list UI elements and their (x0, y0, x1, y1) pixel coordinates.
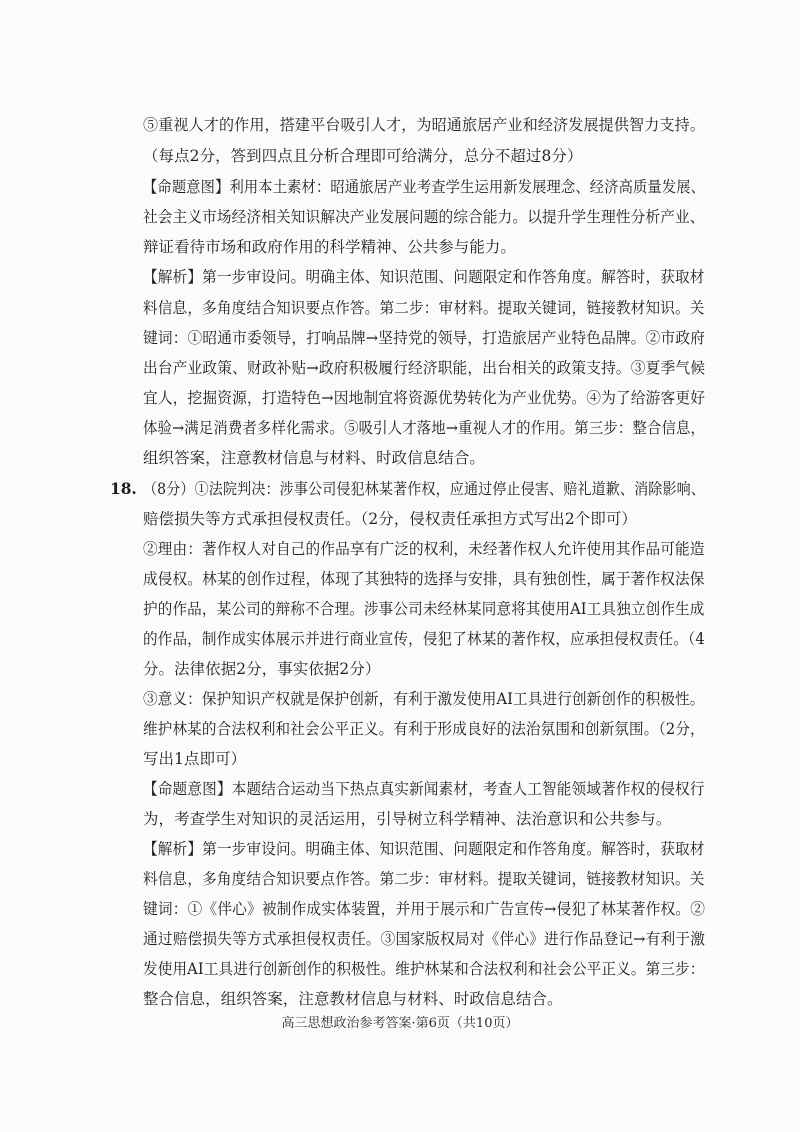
q18-line: 赔偿损失等方式承担侵权责任。（2分，侵权责任承担方式写出2个即可） (143, 510, 637, 528)
q18-line: ②理由：著作权人对自己的作品享有广泛的权利，未经著作权人允许使用其作品可能造 (143, 540, 705, 558)
q17-line: 社会主义市场经济相关知识解决产业发展问题的综合能力。以提升学生理性分析产业、 (143, 208, 705, 226)
q18-line: 整合信息，组织答案，注意教材信息与材料、时政信息结合。 (143, 990, 563, 1008)
q18-line: 【命题意图】本题结合运动当下热点真实新闻素材，考查人工智能领域著作权的侵权行 (143, 780, 705, 798)
q18-line: 成侵权。林某的创作过程，体现了其独特的选择与安排，具有独创性，属于著作权法保 (143, 570, 705, 588)
question-number: 18. (110, 480, 137, 498)
q18-line: 分。法律依据2分，事实依据2分） (143, 660, 381, 678)
q18-line: 键词：①《伴心》被制作成实体装置，并用于展示和广告宣传→侵犯了林某著作权。② (143, 900, 706, 918)
q17-line: （每点2分，答到四点且分析合理即可给满分，总分不超过8分） (143, 147, 583, 165)
q18-line: 【解析】第一步审设问。明确主体、知识范围、问题限定和作答角度。解答时，获取材 (143, 840, 705, 858)
page-footer: 高三思想政治参考答案·第6页（共10页） (281, 1016, 519, 1031)
q18-line: 发使用AI工具进行创新创作的积极性。维护林某和合法权利和社会公平正义。第三步： (143, 960, 705, 978)
q17-line: 宜人，挖掘资源，打造特色→因地制宜将资源优势转化为产业优势。④为了给游客更好 (143, 389, 706, 407)
q18-line: 维护林某的合法权利和社会公平正义。有利于形成良好的法治氛围和创新氛围。（2分， (143, 720, 705, 738)
q17-line: 体验→满足消费者多样化需求。⑤吸引人才落地→重视人才的作用。第三步：整合信息， (143, 419, 706, 437)
q17-line: 【解析】第一步审设问。明确主体、知识范围、问题限定和作答角度。解答时，获取材 (143, 268, 705, 286)
q17-line: 组织答案，注意教材信息与材料、时政信息结合。 (143, 449, 485, 467)
q17-line: 辩证看待市场和政府作用的科学精神、公共参与能力。 (143, 238, 516, 256)
q18-line: 为，考查学生对知识的灵活运用，引导树立科学精神、法治意识和公共参与。 (143, 810, 672, 828)
q18-line: 的作品，制作成实体展示并进行商业宣传，侵犯了林某的著作权，应承担侵权责任。（4 (143, 630, 705, 648)
q17-line: ⑤重视人才的作用，搭建平台吸引人才，为昭通旅居产业和经济发展提供智力支持。 (143, 116, 706, 134)
q18-line: （8分）①法院判决：涉事公司侵犯林某著作权，应通过停止侵害、赔礼道歉、消除影响、 (143, 480, 706, 498)
q18-line: ③意义：保护知识产权就是保护创新，有利于激发使用AI工具进行创新创作的积极性。 (143, 690, 705, 708)
q17-line: 键词：①昭通市委领导，打响品牌→坚持党的领导，打造旅居产业特色品牌。②市政府 (143, 329, 706, 347)
q18-line: 通过赔偿损失等方式承担侵权责任。③国家版权局对《伴心》进行作品登记→有利于激 (143, 930, 706, 948)
q18-line: 写出1点即可） (143, 750, 247, 768)
q18-line: 护的作品，某公司的辩称不合理。涉事公司未经林某同意将其使用AI工具独立创作生成 (143, 600, 705, 618)
q17-line: 【命题意图】利用本土素材：昭通旅居产业考查学生运用新发展理念、经济高质量发展、 (143, 178, 706, 196)
q17-line: 出台产业政策、财政补贴→政府积极履行经济职能，出台相关的政策支持。③夏季气候 (143, 359, 706, 377)
q18-line: 料信息，多角度结合知识要点作答。第二步：审材料。提取关键词，链接教材知识。关 (143, 870, 705, 888)
q17-line: 料信息，多角度结合知识要点作答。第二步：审材料。提取关键词，链接教材知识。关 (143, 299, 705, 317)
